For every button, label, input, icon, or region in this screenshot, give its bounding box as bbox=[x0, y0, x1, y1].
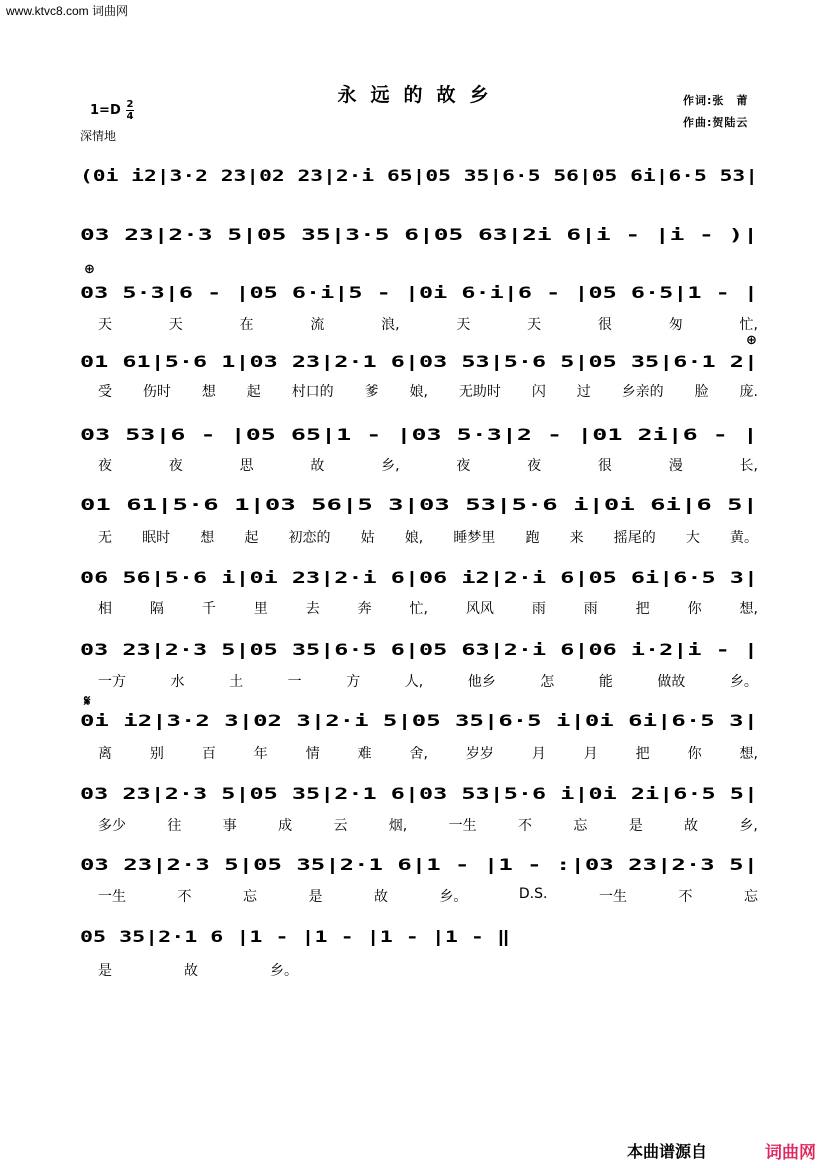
lyric-word: 睡梦里 bbox=[453, 530, 496, 546]
lyricist-credit: 作词:张 莆 bbox=[683, 94, 749, 107]
lyric-word: 是 bbox=[308, 889, 323, 905]
lyric-word: 村口的 bbox=[291, 384, 334, 400]
notation-line bbox=[80, 711, 758, 730]
lyric-word: 一方 bbox=[98, 674, 126, 690]
lyric-word: 乡, bbox=[739, 818, 758, 834]
notation-text: 03 23|2·3 5|05 35|3·5 6|05 63|2i 6|i - |i - )| bbox=[80, 225, 758, 244]
lyric-word: 无助时 bbox=[458, 384, 501, 400]
lyric-line bbox=[98, 960, 298, 980]
lyric-word: 故 bbox=[184, 963, 198, 979]
notation-line bbox=[80, 640, 758, 659]
lyric-word: 娘, bbox=[409, 384, 428, 400]
lyric-line bbox=[98, 598, 758, 618]
lyric-word: 黄。 bbox=[729, 530, 758, 546]
notation-line bbox=[80, 495, 758, 514]
lyric-word: 起 bbox=[246, 384, 261, 400]
lyric-word: 姑 bbox=[360, 530, 375, 546]
lyric-word: 怎 bbox=[540, 674, 555, 690]
lyric-word: 初恋的 bbox=[288, 530, 331, 546]
footer-source-text: 本曲谱源自 bbox=[627, 1142, 708, 1161]
lyric-word: 忙, bbox=[409, 601, 428, 617]
lyric-word: 忘 bbox=[242, 889, 257, 905]
notation-line bbox=[80, 425, 758, 444]
lyric-word: 方 bbox=[346, 674, 361, 690]
notation-text: 03 23|2·3 5|05 35|2·1 6|03 53|5·6 i|0i 2i|6·5 5| bbox=[80, 784, 758, 803]
notation-text: 05 35|2·1 6 |1 - |1 - |1 - |1 - ‖ bbox=[80, 927, 510, 946]
lyric-line bbox=[98, 815, 758, 835]
lyric-word: 夜 bbox=[527, 458, 542, 474]
lyric-word: 天 bbox=[98, 317, 112, 333]
lyric-line bbox=[98, 314, 758, 334]
lyric-word: 去 bbox=[305, 601, 320, 617]
notation-line bbox=[80, 283, 758, 302]
lyric-word: 夜 bbox=[456, 458, 471, 474]
notation-text: 03 23|2·3 5|05 35|6·5 6|05 63|2·i 6|06 i·2|i - | bbox=[80, 640, 758, 659]
lyric-word: 往 bbox=[167, 818, 182, 834]
lyric-word: 不 bbox=[177, 889, 192, 905]
lyric-word: 离 bbox=[98, 746, 112, 762]
lyric-word: 很 bbox=[597, 317, 612, 333]
lyric-line bbox=[98, 671, 758, 691]
notation-line bbox=[80, 225, 758, 244]
lyric-word: 土 bbox=[229, 674, 244, 690]
lyric-line bbox=[98, 886, 758, 906]
lyric-word: 天 bbox=[527, 317, 542, 333]
lyric-word: 流 bbox=[310, 317, 325, 333]
lyric-word: 漫 bbox=[668, 458, 683, 474]
lyric-word: 天 bbox=[168, 317, 183, 333]
lyric-word: 成 bbox=[278, 818, 293, 834]
lyric-word: 你 bbox=[687, 601, 702, 617]
notation-line bbox=[80, 855, 758, 874]
lyric-word: 岁岁 bbox=[465, 746, 494, 762]
lyric-word: 雨 bbox=[531, 601, 546, 617]
lyric-word: 不 bbox=[517, 818, 532, 834]
site-url[interactable]: www.ktvc8.com 词曲网 bbox=[6, 4, 129, 18]
lyric-word: 是 bbox=[98, 963, 112, 979]
lyric-line bbox=[98, 381, 758, 401]
lyric-word: 伤时 bbox=[142, 384, 171, 400]
lyric-word: 想 bbox=[200, 530, 215, 546]
notation-text: 01 61|5·6 1|03 56|5 3|03 53|5·6 i|0i 6i|6 5| bbox=[80, 495, 758, 514]
lyric-word: 里 bbox=[253, 601, 268, 617]
lyric-word: 想, bbox=[739, 746, 758, 762]
time-signature bbox=[126, 99, 134, 122]
lyric-line bbox=[98, 455, 758, 475]
lyric-word: 月 bbox=[583, 746, 598, 762]
lyric-word: 长, bbox=[739, 458, 758, 474]
lyric-word: 闪 bbox=[531, 384, 546, 400]
lyric-word: 忘 bbox=[743, 889, 758, 905]
lyric-word: 忘 bbox=[573, 818, 588, 834]
lyric-word: 浪, bbox=[381, 317, 400, 333]
notation-text: (0i i2|3·2 23|02 23|2·i 65|05 35|6·5 56|05 6i|6·5 53| bbox=[80, 166, 758, 185]
lyric-word: 娘, bbox=[404, 530, 424, 546]
lyric-word: 夜 bbox=[168, 458, 183, 474]
lyric-word: 庞. bbox=[739, 384, 758, 400]
lyric-word: 奔 bbox=[357, 601, 372, 617]
lyric-word: 思 bbox=[239, 458, 254, 474]
lyric-word: 乡。 bbox=[439, 889, 468, 905]
lyric-word: 云 bbox=[333, 818, 348, 834]
notation-line bbox=[80, 568, 758, 587]
lyric-word: 事 bbox=[222, 818, 237, 834]
lyric-word: 把 bbox=[635, 746, 650, 762]
lyric-word: 无 bbox=[98, 530, 112, 546]
lyric-word: 别 bbox=[149, 746, 164, 762]
lyric-word: 烟, bbox=[388, 818, 408, 834]
lyric-word: 多少 bbox=[98, 818, 126, 834]
lyric-word: 脸 bbox=[694, 384, 709, 400]
segno-icon: 𝄋 bbox=[84, 692, 91, 710]
lyric-word: 天 bbox=[456, 317, 471, 333]
lyric-word: 风风 bbox=[465, 601, 494, 617]
lyric-word: 水 bbox=[170, 674, 185, 690]
lyric-word: 年 bbox=[253, 746, 268, 762]
lyric-word: 他乡 bbox=[467, 674, 496, 690]
notation-line bbox=[80, 352, 758, 371]
lyric-word: D.S. bbox=[518, 886, 548, 902]
lyric-word: 受 bbox=[98, 384, 112, 400]
coda-icon: ⊕ bbox=[84, 262, 95, 277]
lyric-word: 故 bbox=[373, 889, 388, 905]
lyric-word: 匆 bbox=[668, 317, 683, 333]
lyric-word: 摇尾的 bbox=[613, 530, 656, 546]
lyric-word: 隔 bbox=[149, 601, 164, 617]
lyric-word: 月 bbox=[531, 746, 546, 762]
lyric-line bbox=[98, 743, 758, 763]
lyric-word: 难 bbox=[357, 746, 372, 762]
lyric-word: 百 bbox=[201, 746, 216, 762]
notation-text: 06 56|5·6 i|0i 23|2·i 6|06 i2|2·i 6|05 6i|6·5 3| bbox=[80, 568, 758, 587]
lyric-word: 千 bbox=[201, 601, 216, 617]
lyric-word: 在 bbox=[239, 317, 254, 333]
lyric-word: 乡, bbox=[381, 458, 400, 474]
time-signature-top: 2 bbox=[126, 99, 134, 110]
lyric-word: 能 bbox=[598, 674, 613, 690]
key-signature: 1=D bbox=[90, 103, 121, 118]
lyric-word: 把 bbox=[635, 601, 650, 617]
lyric-word: 故 bbox=[310, 458, 325, 474]
notation-text: 03 5·3|6 - |05 6·i|5 - |0i 6·i|6 - |05 6·5|1 - | bbox=[80, 283, 758, 302]
song-title: 永远的故乡 bbox=[337, 84, 503, 106]
lyric-word: 想 bbox=[201, 384, 216, 400]
lyric-word: 乡亲的 bbox=[621, 384, 664, 400]
notation-text: 01 61|5·6 1|03 23|2·1 6|03 53|5·6 5|05 35|6·1 2| bbox=[80, 352, 758, 371]
lyric-word: 情 bbox=[305, 746, 320, 762]
lyric-word: 雨 bbox=[583, 601, 598, 617]
coda-icon: ⊕ bbox=[746, 333, 757, 348]
lyric-word: 眠时 bbox=[142, 530, 171, 546]
time-signature-bottom: 4 bbox=[126, 111, 134, 122]
lyric-word: 不 bbox=[678, 889, 693, 905]
lyric-word: 人, bbox=[404, 674, 424, 690]
notation-line bbox=[80, 784, 758, 803]
notation-text: 0i i2|3·2 3|02 3|2·i 5|05 35|6·5 i|0i 6i|6·5 3| bbox=[80, 711, 758, 730]
notation-line bbox=[80, 927, 510, 946]
notation-line bbox=[80, 166, 758, 185]
lyric-word: 一生 bbox=[598, 889, 627, 905]
lyric-word: 一 bbox=[287, 674, 302, 690]
lyric-word: 忙, bbox=[739, 317, 758, 333]
lyric-word: 过 bbox=[576, 384, 591, 400]
lyric-word: 夜 bbox=[98, 458, 112, 474]
lyric-word: 很 bbox=[597, 458, 612, 474]
composer-credit: 作曲:贺陆云 bbox=[683, 116, 749, 129]
footer-logo[interactable]: 词曲网 bbox=[765, 1143, 816, 1163]
lyric-word: 故 bbox=[684, 818, 699, 834]
lyric-line bbox=[98, 527, 758, 547]
notation-text: 03 53|6 - |05 65|1 - |03 5·3|2 - |01 2i|6 - | bbox=[80, 425, 758, 444]
lyric-word: 爹 bbox=[364, 384, 379, 400]
lyric-word: 你 bbox=[687, 746, 702, 762]
lyric-word: 舍, bbox=[409, 746, 428, 762]
notation-text: 03 23|2·3 5|05 35|2·1 6|1 - |1 - :|03 23|2·3 5| bbox=[80, 855, 758, 874]
lyric-word: 来 bbox=[569, 530, 584, 546]
expression-mark: 深情地 bbox=[80, 129, 117, 143]
lyric-word: 跑 bbox=[525, 530, 540, 546]
lyric-word: 是 bbox=[628, 818, 643, 834]
lyric-word: 乡。 bbox=[729, 674, 758, 690]
lyric-word: 一生 bbox=[448, 818, 477, 834]
lyric-word: 做故 bbox=[657, 674, 686, 690]
lyric-word: 乡。 bbox=[270, 963, 298, 979]
lyric-word: 想, bbox=[739, 601, 758, 617]
lyric-word: 起 bbox=[244, 530, 259, 546]
lyric-word: 一生 bbox=[98, 889, 126, 905]
lyric-word: 大 bbox=[685, 530, 700, 546]
lyric-word: 相 bbox=[98, 601, 112, 617]
